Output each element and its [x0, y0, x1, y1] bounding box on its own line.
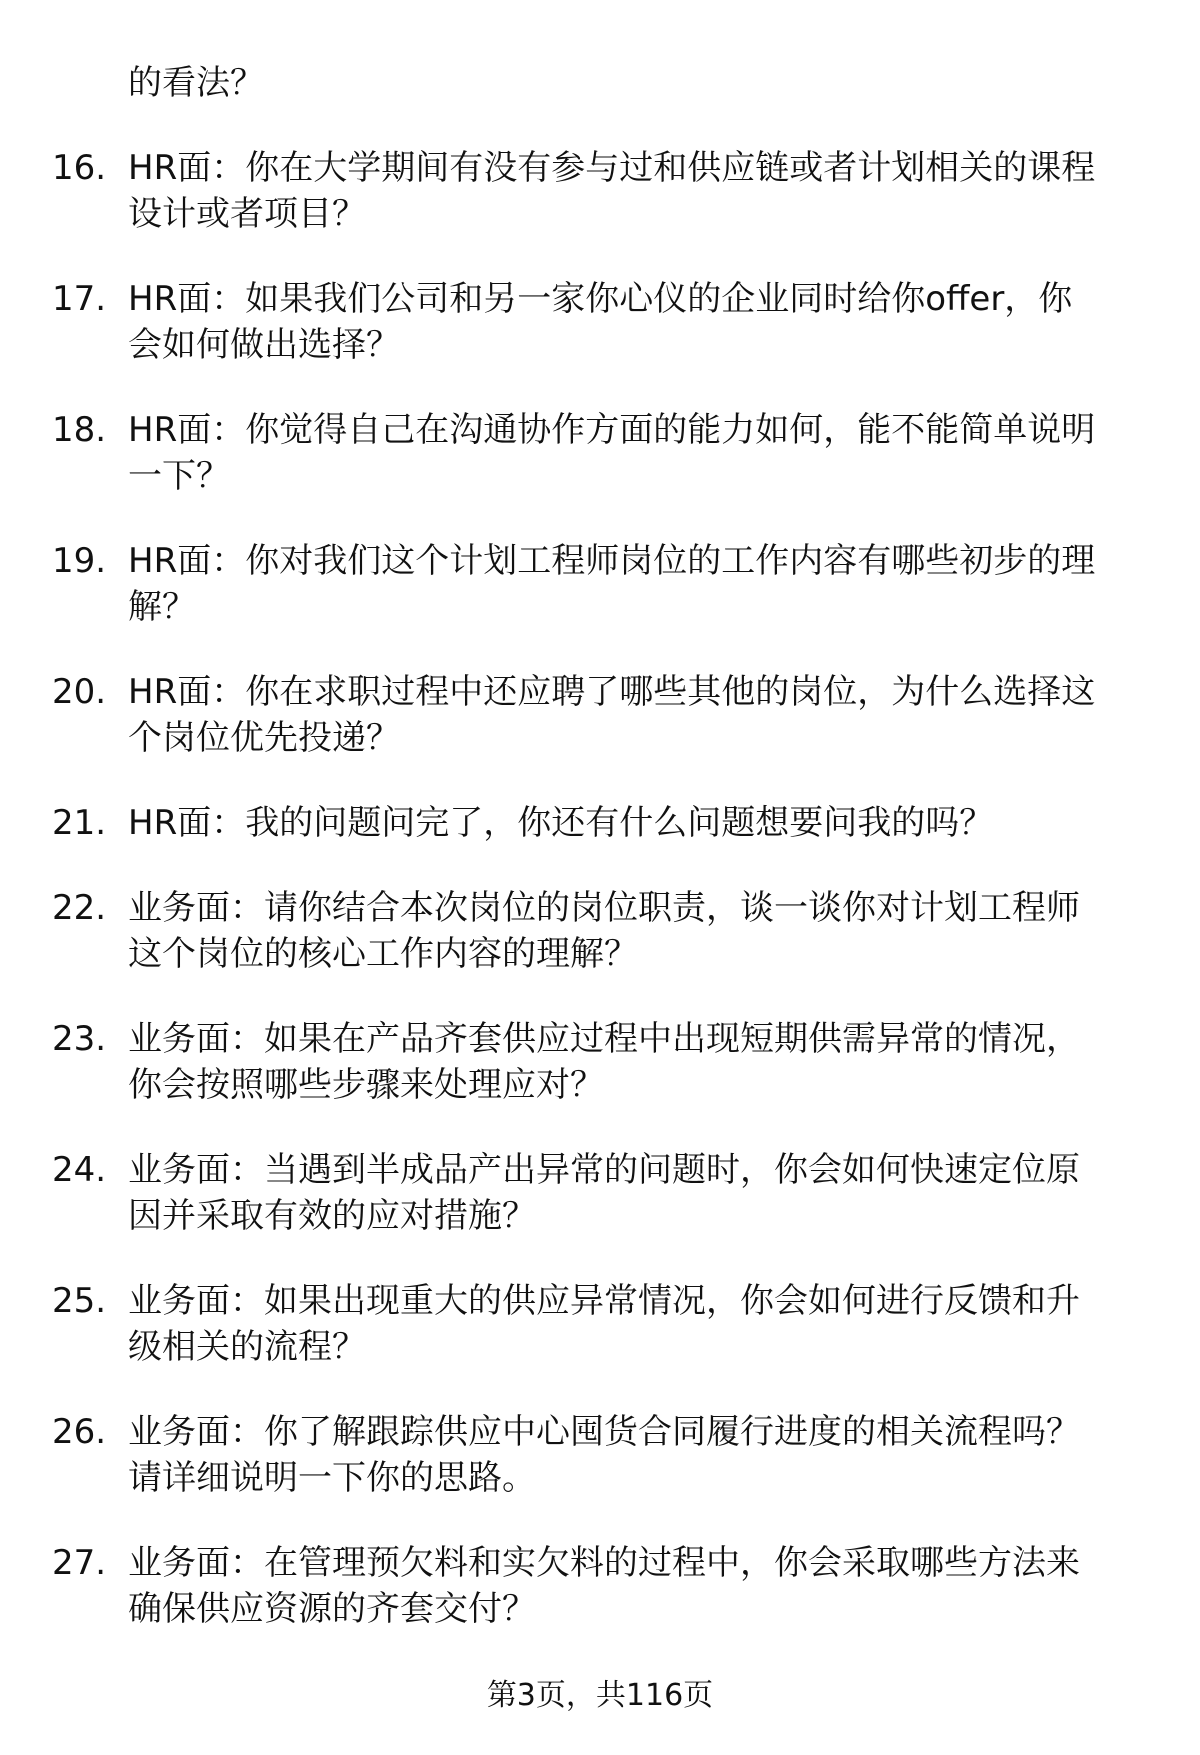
question-line: 请详细说明一下你的思路。 — [128, 1458, 536, 1498]
question-line: HR面：你在求职过程中还应聘了哪些其他的岗位，为什么选择这 — [128, 672, 1096, 712]
question-text — [0, 276, 1200, 368]
question-line: 级相关的流程？ — [128, 1327, 366, 1367]
page-number: 第3页，共116页 — [486, 1678, 714, 1713]
question-item — [0, 1409, 1200, 1501]
question-line: 个岗位优先投递？ — [128, 718, 400, 758]
question-number: 27. — [52, 1543, 107, 1583]
question-number: 20. — [52, 672, 107, 712]
question-number: 17. — [52, 279, 107, 319]
question-list — [0, 60, 1200, 1632]
question-text — [0, 885, 1200, 977]
question-line: HR面：如果我们公司和另一家你心仪的企业同时给你offer，你 — [128, 279, 1073, 319]
question-line: HR面：你对我们这个计划工程师岗位的工作内容有哪些初步的理 — [128, 541, 1096, 581]
question-item — [0, 669, 1200, 761]
question-number: 24. — [52, 1150, 107, 1190]
question-text — [0, 669, 1200, 761]
question-number: 22. — [52, 888, 107, 928]
question-text — [0, 1278, 1200, 1370]
question-text — [0, 1409, 1200, 1501]
question-number: 26. — [52, 1412, 107, 1452]
question-line: 因并采取有效的应对措施？ — [128, 1196, 536, 1236]
question-text — [0, 1147, 1200, 1239]
question-line: 这个岗位的核心工作内容的理解？ — [128, 934, 638, 974]
question-line: 确保供应资源的齐套交付？ — [128, 1589, 536, 1629]
question-line: 业务面：请你结合本次岗位的岗位职责，谈一谈你对计划工程师 — [128, 888, 1080, 928]
question-line: HR面：你在大学期间有没有参与过和供应链或者计划相关的课程 — [128, 148, 1096, 188]
question-line: 你会按照哪些步骤来处理应对？ — [128, 1065, 604, 1105]
question-number: 18. — [52, 410, 107, 450]
question-item — [0, 1016, 1200, 1108]
continued-question-text: 的看法？ — [128, 63, 264, 103]
question-item — [0, 145, 1200, 237]
question-item — [0, 276, 1200, 368]
question-text — [0, 800, 1200, 846]
question-text — [0, 407, 1200, 499]
question-text — [0, 1540, 1200, 1632]
question-number: 23. — [52, 1019, 107, 1059]
question-text — [0, 145, 1200, 237]
question-item — [0, 1540, 1200, 1632]
question-line: 一下？ — [128, 456, 230, 496]
question-number: 16. — [52, 148, 107, 188]
question-line: HR面：我的问题问完了，你还有什么问题想要问我的吗？ — [128, 803, 994, 843]
question-line: 会如何做出选择？ — [128, 325, 400, 365]
question-item — [0, 538, 1200, 630]
question-number: 21. — [52, 803, 107, 843]
question-text — [0, 538, 1200, 630]
question-line: 解？ — [128, 587, 196, 627]
question-item — [0, 1147, 1200, 1239]
question-item — [0, 1278, 1200, 1370]
question-line: 业务面：你了解跟踪供应中心囤货合同履行进度的相关流程吗？ — [128, 1412, 1080, 1452]
question-item — [0, 800, 1200, 846]
question-item — [0, 407, 1200, 499]
question-line: 业务面：当遇到半成品产出异常的问题时，你会如何快速定位原 — [128, 1150, 1080, 1190]
question-item — [0, 885, 1200, 977]
question-number: 25. — [52, 1281, 107, 1321]
question-line: 业务面：在管理预欠料和实欠料的过程中，你会采取哪些方法来 — [128, 1543, 1080, 1583]
question-line: HR面：你觉得自己在沟通协作方面的能力如何，能不能简单说明 — [128, 410, 1096, 450]
question-line: 设计或者项目？ — [128, 194, 366, 234]
question-line: 业务面：如果在产品齐套供应过程中出现短期供需异常的情况， — [128, 1019, 1080, 1059]
question-line: 业务面：如果出现重大的供应异常情况，你会如何进行反馈和升 — [128, 1281, 1080, 1321]
question-text — [0, 1016, 1200, 1108]
question-number: 19. — [52, 541, 107, 581]
